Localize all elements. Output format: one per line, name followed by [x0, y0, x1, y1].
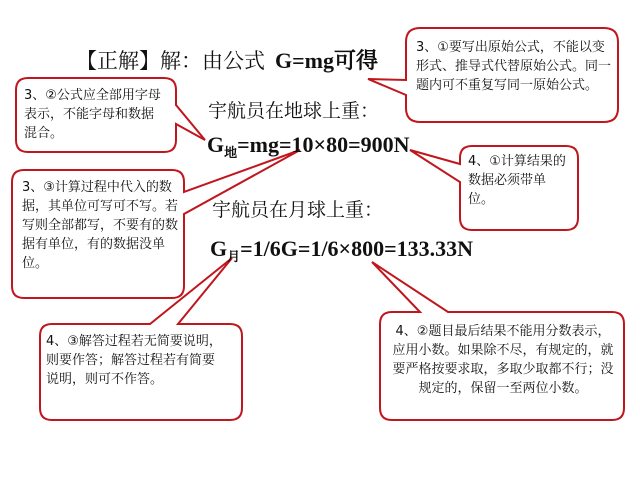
moon-weight-label: 宇航员在月球上重：	[212, 199, 384, 221]
moon-expression: =1/6G=1/6×800=133.33N	[240, 236, 474, 261]
solution-title-label: 【正解】解：由公式	[76, 49, 265, 73]
note-original-formula: 3、①要写出原始公式，不能以变形式、推导式代替原始公式。同一题内可不重复写同一原始公式。	[416, 40, 612, 93]
moon-g-subscript: 月	[227, 249, 241, 264]
moon-weight-formula	[210, 236, 473, 265]
note-result-units: 4、①计算结果的数据必须带单位。	[468, 154, 566, 207]
earth-weight-label: 宇航员在地球上重：	[208, 100, 380, 122]
note-answer-statement: 4、③解答过程若无简要说明，则要作答；解答过程若有简要说明，则可不作答。	[46, 334, 222, 387]
earth-g-subscript: 地	[224, 145, 238, 160]
note-letters-only: 3、②公式应全部用字母表示，不能字母和数据混合。	[24, 88, 161, 141]
note-substitution-units: 3、③计算过程中代入的数据，其单位可写可不写。若写则全部都写，不要有的数据有单位，有的数据没单位。	[22, 180, 179, 271]
earth-g-symbol: G	[207, 132, 225, 157]
earth-expression: =mg=10×80=900N	[237, 132, 410, 157]
earth-weight-formula	[207, 132, 410, 161]
original-formula: G=mg可得	[275, 48, 378, 73]
solution-title	[76, 44, 378, 75]
note-decimal-result: 4、②题目最后结果不能用分数表示，应用小数。如果除不尽，有规定的，就要严格按要求取，多取少取都不行；没规定的，保留一至两位小数。	[392, 324, 614, 396]
moon-g-symbol: G	[210, 236, 228, 261]
